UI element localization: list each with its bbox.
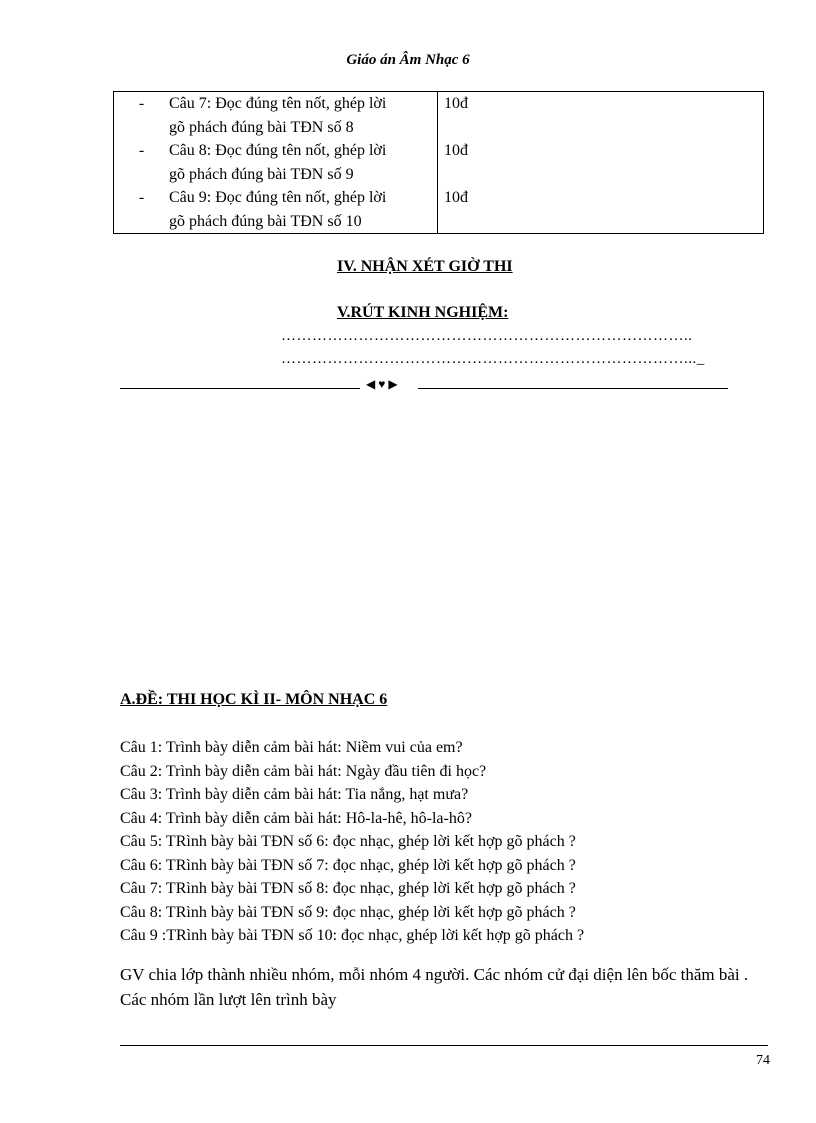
question-item: Câu 7: TRình bày bài TĐN số 8: đọc nhạc, ghép lời kết hợp gõ phách ? [120, 880, 576, 897]
criteria-line: Câu 8: Đọc đúng tên nốt, ghép lời [169, 142, 387, 159]
criteria-item [114, 92, 437, 139]
question-item: Câu 8: TRình bày bài TĐN số 9: đọc nhạc, ghép lời kết hợp gõ phách ? [120, 903, 576, 921]
criteria-line: gõ phách đúng bài TĐN số 10 [169, 212, 362, 230]
section-heading-comments: IV. NHẬN XÉT GIỜ THI [337, 258, 513, 275]
divider-line-right [418, 388, 728, 389]
criteria-line: gõ phách đúng bài TĐN số 8 [169, 118, 354, 136]
bullet-dash: - [138, 95, 145, 112]
criteria-item [114, 139, 437, 186]
bullet-dash: - [138, 142, 145, 159]
table-row [114, 92, 764, 234]
instruction-paragraph: GV chia lớp thành nhiều nhóm, mỗi nhóm 4 người. Các nhóm cử đại diện lên bốc thăm bài . Các nhóm lần lượt lên trình bày [120, 965, 749, 1009]
score-cell [438, 92, 764, 234]
criteria-line: gõ phách đúng bài TĐN số 9 [169, 165, 354, 183]
section-heading-experience: V.RÚT KINH NGHIỆM: [337, 304, 509, 321]
exam-title: A.ĐỀ: THI HỌC KÌ II- MÔN NHẠC 6 [120, 691, 388, 708]
question-item: Câu 1: Trình bày diễn cảm bài hát: Niềm vui của em? [120, 739, 463, 756]
page-number: 74 [756, 1053, 770, 1068]
dotted-line: ……………………………………………………………………..._ [281, 351, 705, 367]
question-item: Câu 9 :TRình bày bài TĐN số 10: đọc nhạc, ghép lời kết hợp gõ phách ? [120, 927, 585, 944]
question-item: Câu 6: TRình bày bài TĐN số 7: đọc nhạc, ghép lời kết hợp gõ phách ? [120, 856, 576, 874]
question-item: Câu 3: Trình bày diễn cảm bài hát: Tia nắng, hạt mưa? [120, 786, 469, 803]
question-list [120, 736, 584, 948]
criteria-line: Câu 7: Đọc đúng tên nốt, ghép lời [169, 95, 387, 112]
criteria-line: Câu 9: Đọc đúng tên nốt, ghép lời [169, 189, 387, 206]
heart-ornament-icon: ◀ ♥ ▶ [366, 377, 398, 391]
criteria-cell [114, 92, 438, 234]
score-value: 10đ [444, 95, 468, 112]
ornament-divider [120, 376, 730, 392]
question-item: Câu 2: Trình bày diễn cảm bài hát: Ngày đầu tiên đi học? [120, 762, 487, 780]
footer-divider [120, 1045, 768, 1046]
bullet-dash: - [138, 189, 145, 206]
question-item: Câu 4: Trình bày diễn cảm bài hát: Hô-la-hê, hô-la-hô? [120, 809, 472, 827]
criteria-item [114, 186, 437, 233]
page-header-title: Giáo án Âm Nhạc 6 [346, 52, 470, 68]
score-value: 10đ [444, 189, 468, 206]
question-item: Câu 5: TRình bày bài TĐN số 6: đọc nhạc, ghép lời kết hợp gõ phách ? [120, 833, 576, 850]
score-value: 10đ [444, 142, 468, 159]
divider-line-left [120, 388, 360, 389]
dotted-line: …………………………………………………………………….. [281, 328, 693, 344]
grading-table [113, 91, 764, 234]
